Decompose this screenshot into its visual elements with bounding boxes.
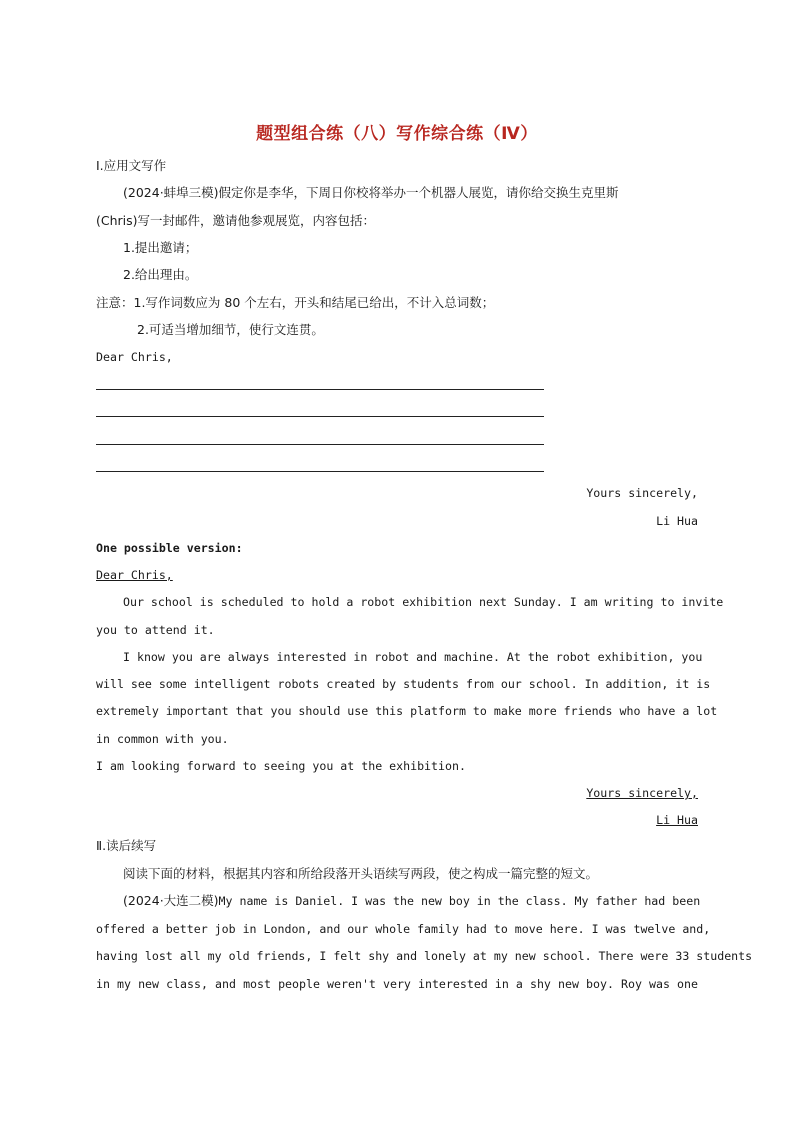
section2-instruction: 阅读下面的材料，根据其内容和所给段落开头语续写两段，使之构成一篇完整的短文。 [123,866,599,881]
section1-note2: 2.可适当增加细节，使行文连贯。 [137,322,324,337]
sample-line: will see some intelligent robots created by students from our school. In addition, it is [96,677,711,691]
sample-line: I know you are always interested in robot and machine. At the robot exhibition, you [123,650,703,664]
sample-signature: Li Hua [656,813,698,827]
passage-line: having lost all my old friends, I felt shy and lonely at my new school. There were 33 students [96,949,753,963]
writing-line [96,471,544,472]
page-title: 题型组合练（八）写作综合练（Ⅳ） [256,124,538,144]
section1-prompt-line1: (2024·蚌埠三模)假定你是李华，下周日你校将举办一个机器人展览，请你给交换生克里斯 [123,185,619,200]
sample-closing: Yours sincerely, [586,786,698,800]
sample-line: extremely important that you should use this platform to make more friends who have a lot [96,704,718,718]
sample-line: you to attend it. [96,623,215,637]
letter-signature: Li Hua [656,514,698,528]
letter-greeting: Dear Chris, [96,350,173,364]
section1-prompt-line2: (Chris)写一封邮件，邀请他参观展览，内容包括： [96,213,376,228]
section2-heading: Ⅱ.读后续写 [96,838,157,853]
passage-first-line [123,893,701,909]
sample-line: I am looking forward to seeing you at the exhibition. [96,759,466,773]
letter-closing: Yours sincerely, [586,486,698,500]
sample-greeting: Dear Chris, [96,568,173,582]
section1-point1: 1.提出邀请； [123,240,198,255]
sample-label: One possible version: [96,541,243,555]
section1-point2: 2.给出理由。 [123,267,198,282]
passage-line: in my new class, and most people weren't very interested in a shy new boy. Roy was one [96,977,698,991]
writing-line [96,416,544,417]
passage-source: (2024·大连二模) [123,893,219,908]
passage-text: My name is Daniel. I was the new boy in the class. My father had been [218,894,701,908]
sample-line: Our school is scheduled to hold a robot exhibition next Sunday. I am writing to invite [123,595,724,609]
writing-line [96,444,544,445]
writing-line [96,389,544,390]
passage-line: offered a better job in London, and our whole family had to move here. I was twelve and, [96,922,711,936]
section1-heading: Ⅰ.应用文写作 [96,158,167,173]
sample-line: in common with you. [96,732,229,746]
section1-note1: 注意：1.写作词数应为 80 个左右，开头和结尾已给出，不计入总词数； [96,295,495,310]
